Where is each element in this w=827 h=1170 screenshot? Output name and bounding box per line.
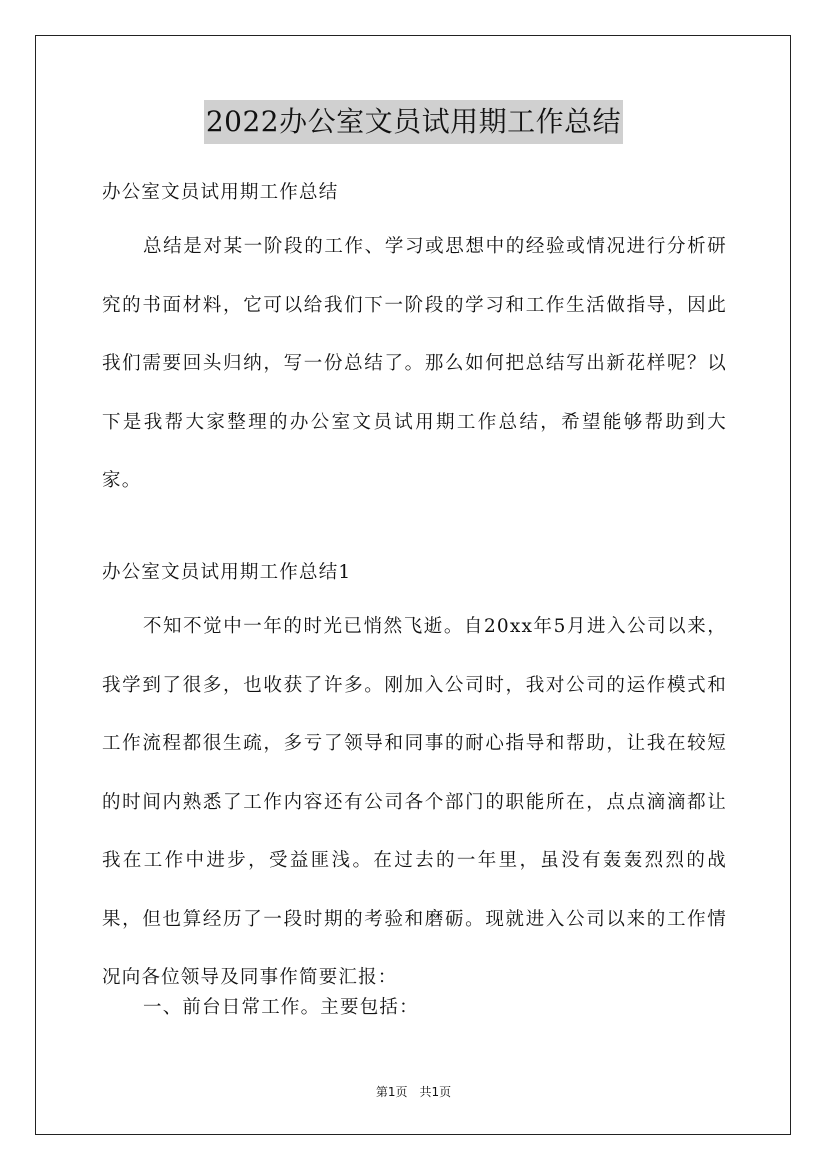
page-footer: 第1页 共1页 xyxy=(375,1085,452,1099)
document-subtitle: 办公室文员试用期工作总结 xyxy=(102,182,339,203)
document-title: 2022办公室文员试用期工作总结 xyxy=(204,100,623,144)
title-container xyxy=(0,100,827,144)
intro-paragraph: 总结是对某一阶段的工作、学习或思想中的经验或情况进行分析研究的书面材料，它可以给我们下一阶段的学习和工作生活做指导，因此我们需要回头归纳，写一份总结了。那么如何把总结写出新花样呢？以下是我帮大家整理的办公室文员试用期工作总结，希望能够帮助到大家。 xyxy=(102,236,727,491)
list-item: 一、前台日常工作。主要包括： xyxy=(143,997,419,1018)
section-heading: 办公室文员试用期工作总结1 xyxy=(102,562,352,583)
section-paragraph: 不知不觉中一年的时光已悄然飞逝。自20xx年5月进入公司以来，我学到了很多，也收获了许多。刚加入公司时，我对公司的运作模式和工作流程都很生疏，多亏了领导和同事的耐心指导和帮助，让我在较短的时间内熟悉了工作内容还有公司各个部门的职能所在，点点滴滴都让我在工作中进步，受益匪浅。在过去的一年里，虽没有轰轰烈烈的战果，但也算经历了一段时期的考验和磨砺。现就进入公司以来的工作情况向各位领导及同事作简要汇报： xyxy=(102,616,727,988)
